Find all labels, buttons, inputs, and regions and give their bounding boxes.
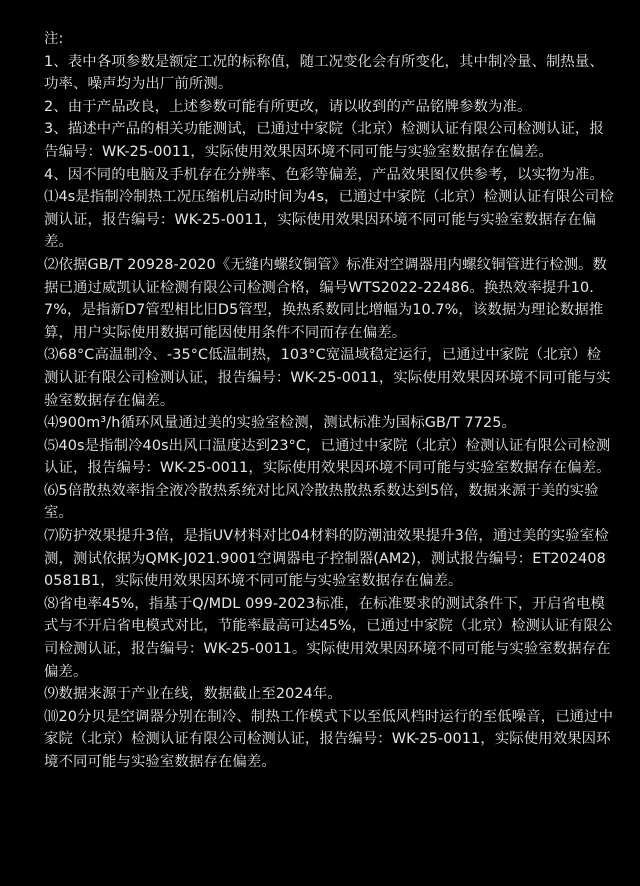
footnote-8: ⑻省电率45%，指基于Q/MDL 099-2023标准，在标准要求的测试条件下，开启省电模式与不开启省电模式对比，节能率最高可达45%，已通过中家院（北京）检测认证有限公司检测认证，报告编号：WK-25-0011。实际使用效果因环境不同可能与实验室数据存在偏差。: [44, 595, 613, 680]
footnote-9: ⑼数据来源于产业在线，数据截止至2024年。: [44, 686, 342, 703]
note-1: 1、表中各项参数是额定工况的标称值，随工况变化会有所变化，其中制冷量、制热量、功率、噪声均为出厂前所测。: [44, 53, 604, 93]
note-2: 2、由于产品改良，上述参数可能有所更改，请以收到的产品铭牌参数为准。: [44, 98, 532, 115]
footnote-3: ⑶68°C高温制冷、-35°C低温制热，103°C宽温域稳定运行，已通过中家院（北京）检测认证有限公司检测认证，报告编号：WK-25-0011，实际使用效果因环境不同可能与实验室数据存在偏差。: [44, 347, 611, 409]
footnote-10: ⑽20分贝是空调器分别在制冷、制热工作模式下以至低风档时运行的至低噪音，已通过中家院（北京）检测认证有限公司检测认证，报告编号：WK-25-0011，实际使用效果因环境不同可能与实验室数据存在偏差。: [44, 708, 614, 770]
footnote-4: ⑷900m³/h循环风量通过美的实验室检测，测试标准为国标GB/T 7725。: [44, 415, 516, 432]
footnote-1: ⑴4s是指制冷制热工况压缩机启动时间为4s，已通过中家院（北京）检测认证有限公司检测认证，报告编号：WK-25-0011，实际使用效果因环境不同可能与实验室数据存在偏差。: [44, 189, 614, 251]
footnote-7: ⑺防护效果提升3倍，是指UV材料对比04材料的防潮油效果提升3倍，通过美的实验室检测，测试依据为QMK-J021.9001空调器电子控制器(AM2)，测试报告编号：ET2024080581B1，实际使用效果因环境不同可能与实验室数据存在偏差。: [44, 528, 609, 590]
footnote-6: ⑹5倍散热效率指全液冷散热系统对比风冷散热散热系数达到5倍，数据来源于美的实验室。: [44, 482, 599, 522]
note-3: 3、描述中产品的相关功能测试，已通过中家院（北京）检测认证有限公司检测认证，报告编号：WK-25-0011，实际使用效果因环境不同可能与实验室数据存在偏差。: [44, 121, 604, 160]
notes-heading: 注:: [44, 31, 64, 47]
note-4: 4、因不同的电脑及手机存在分辨率、色彩等偏差，产品效果图仅供参考，以实物为准。: [44, 166, 604, 183]
footnote-2: ⑵依据GB/T 20928-2020《无缝内螺纹铜管》标准对空调器用内螺纹铜管进行检测。数据已通过威凯认证检测有限公司检测合格，编号WTS2022-22486。换热效率提升10.7%，是指新D7管型相比旧D5管型，换热系数同比增幅为10.7%，该数据为理论数据推算，用户实际使用数据可能因使用条件不同而存在偏差。: [44, 256, 608, 341]
footnote-5: ⑸40s是指制冷40s出风口温度达到23°C，已通过中家院（北京）检测认证有限公司检测认证，报告编号：WK-25-0011，实际使用效果因环境不同可能与实验室数据存在偏差。: [44, 437, 611, 477]
